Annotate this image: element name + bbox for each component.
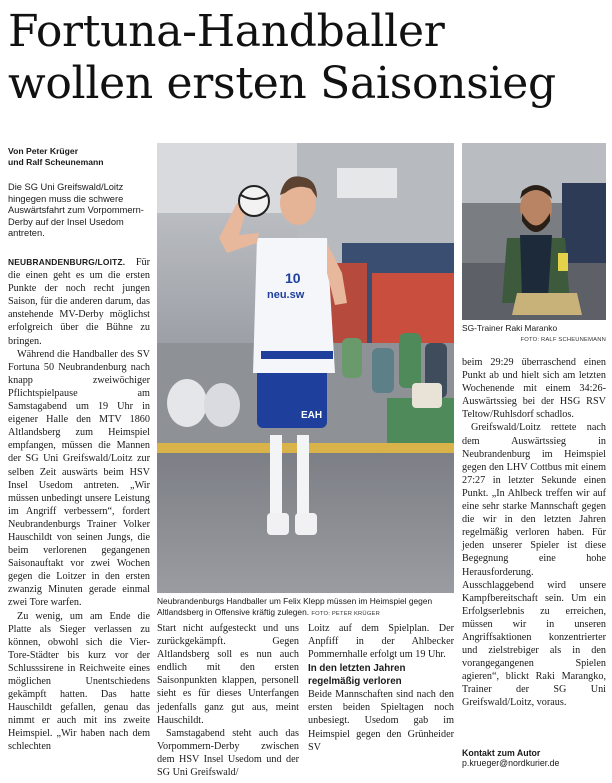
byline-author-2: und Ralf Scheunemann — [8, 157, 104, 167]
col3-paragraph-1: Loitz auf dem Spielplan. Der Anpfiff in der Ahlbecker Pommernhalle erfolgt um 19 Uhr. — [308, 623, 454, 661]
main-photo-caption — [157, 596, 454, 620]
jersey-sponsor-text: neu.sw — [267, 289, 305, 301]
contact-email-link[interactable]: p.krueger@nordkurier.de — [462, 758, 560, 768]
col1-paragraph-2: Während die Handballer des SV Fortuna 50 Neubrandenburg nach knapp zweiwöchiger Pflichtspielpause am Samstagabend um 19 Uhr in eigener Halle den MTV 1860 Altlandsberg zum Heimspiel empfangen, müssen die Mannen der SG Uni Greifswald/Loitz zur selben Zeit auswärts beim HSV Insel Usedom antreten. „Wir müssen unbedingt unsere Leistung im Angriff verbessern“, fordert Neubrandenburgs Trainer Volker Hauschildt von seinen Jungs, die beim verlorenen gegangenen Saisonauftakt vor zwei Wochen gegen die Loitzer in den ersten zwanzig Minuten gerade einmal zwei Tore warfen. — [8, 348, 150, 609]
side-photo-credit: FOTO: RALF SCHEUNEMANN — [520, 337, 606, 343]
main-photo-credit: FOTO: PETER KRÜGER — [311, 611, 380, 617]
col1-paragraph-3: Zu wenig, um am Ende die Platte als Sieger verlassen zu können, obwohl sich die Vier-Tore-Städter bis kurz vor der Schlusssirene in Reichweite eines möglichen Unentschiedens gekämpft hatten. Das hatte Hauschildt gefallen, genau das nimmt er auch mit ins zweite Heimspiel. „Wir haben nach dem schlechten — [8, 610, 150, 753]
col4-paragraph-1: beim 29:29 überraschend einen Punkt ab und hielt sich am letzten Wochenende mit einem 34:26-Auswärtssieg bei der HSG RSV Teltow/Ruhlsdorf schadlos. — [462, 357, 606, 421]
headline-line-1: Fortuna-Handballer — [8, 6, 445, 57]
dateline: NEUBRANDENBURG/LOITZ. — [8, 257, 126, 267]
col1-paragraph-1-text: Für die einen geht es um die ersten Punkte der noch recht jungen Saison, für die anderen darum, das anstehende MV-Derby möglichst erfolgreich über die Bühne zu bringen. — [8, 257, 150, 347]
article-column-4 — [462, 356, 606, 710]
byline-author-1: Von Peter Krüger — [8, 146, 79, 156]
side-photo — [462, 143, 606, 320]
col3-subheading — [308, 663, 454, 688]
col3-paragraph-2: Beide Mannschaften sind nach den ersten beiden Spieltagen noch unbesiegt. Usedom gab im Heimspiel gegen den Grünheider SV — [308, 689, 454, 753]
side-photo-image — [462, 143, 606, 320]
author-contact — [462, 748, 606, 768]
col1-paragraph-1 — [8, 256, 150, 348]
col3-subheading-line-1: In den letzten Jahren — [308, 663, 406, 675]
byline — [8, 146, 150, 168]
side-photo-caption: SG-Trainer Raki Maranko — [462, 323, 558, 333]
contact-title: Kontakt zum Autor — [462, 748, 541, 758]
col2-paragraph-2: Samstagabend steht auch das Vorpommern-Derby zwischen dem HSV Insel Usedom und der SG Uni Greifswald/ — [157, 727, 299, 779]
article-column-1 — [8, 256, 150, 754]
col3-subheading-line-2: regelmäßig verloren — [308, 675, 402, 687]
col4-paragraph-2: Greifswald/Loitz rettete nach dem Auswärtssieg in Neubrandenburg im Heimspiel gegen den LHV Cottbus mit einem 27:27 in letzter Sekunde einen Punkt. „In Ahlbeck treffen wir auf eine sehr starke Mannschaft gegen die wir in den letzten Jahren regelmäßig verloren haben. Für jeden unserer Spieler ist diese Begegnung eine hohe Herausforderung. Ausschlaggebend wird unsere Kampfbereitschaft sein. Um ein Erfolgserlebnis zu erreichen, müssen wir in unseren Angriffsaktionen konzentrierter und zielstrebiger als in den vorangegangenen Spielen agieren“, blickt Raki Marangko, Trainer der SG Uni Greifswald/Loitz, voraus. — [462, 422, 606, 709]
headline — [8, 6, 606, 110]
shorts-sponsor-text: EAH — [301, 410, 323, 421]
teaser: Die SG Uni Greifswald/Loitz hingegen muss die schwere Auswärtsfahrt zum Vorpommern-Derby auf der Insel Usedom antreten. — [8, 182, 144, 239]
main-photo-caption-text: Neubrandenburgs Handballer um Felix Klepp müssen im Heimspiel gegen Altlandsberg in Offensive kräftig zulegen. — [157, 596, 433, 617]
jersey-number-text: 10 — [285, 270, 301, 286]
main-photo — [157, 143, 454, 593]
main-photo-image — [157, 143, 454, 593]
headline-line-2: wollen ersten Saisonsieg — [8, 58, 556, 109]
article-column-3 — [308, 622, 454, 754]
col2-paragraph-1: Start nicht aufgesteckt und uns zurückgekämpft. Gegen Altlandsberg soll es nun auch endlich mit den ersten Saisonpunkten klappen, personell sieht es für dieses Unterfangen jedenfalls ganz gut aus, meint Hauschildt. — [157, 623, 299, 726]
article-column-2 — [157, 622, 299, 779]
